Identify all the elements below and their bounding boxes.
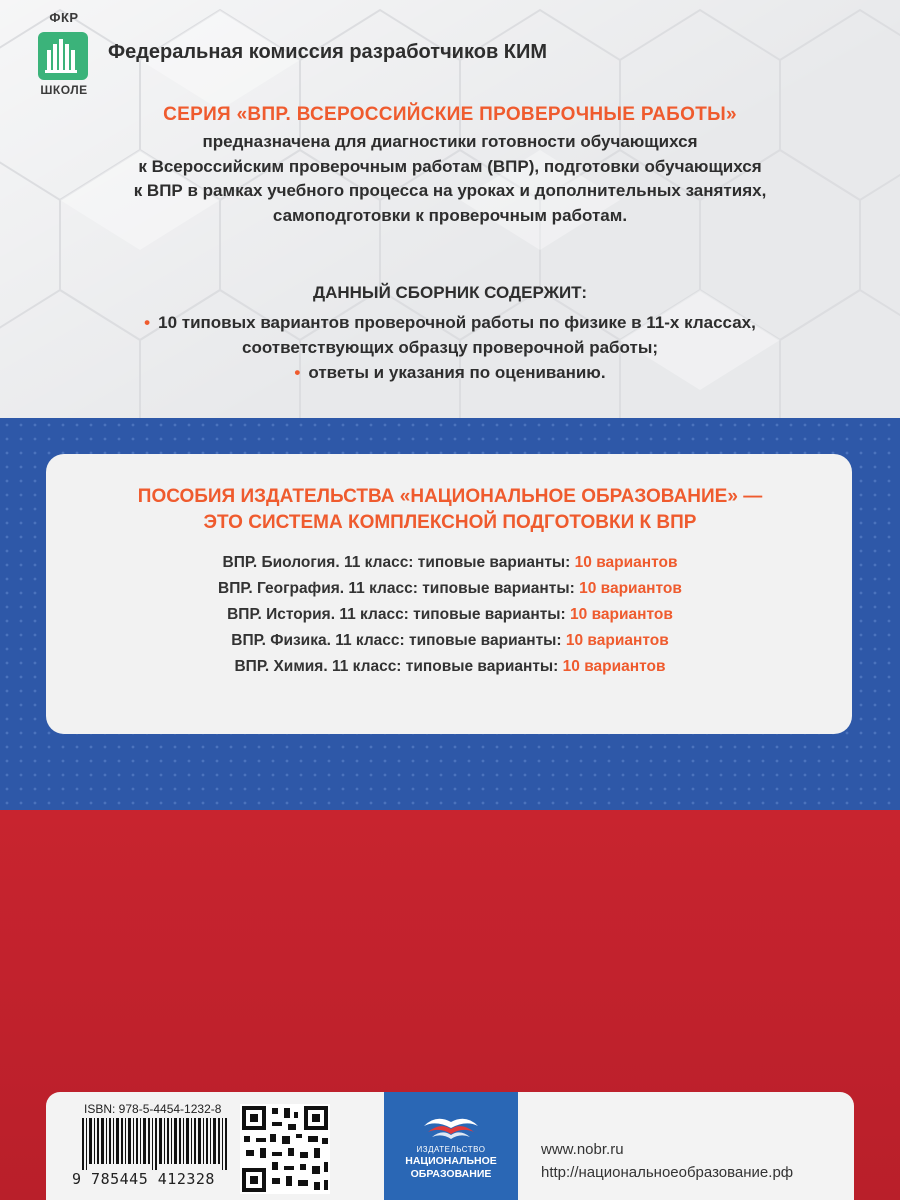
book-title: ВПР. Химия. 11 класс: типовые варианты: xyxy=(234,658,563,675)
barcode-icon xyxy=(80,1118,230,1170)
book-title: ВПР. География. 11 класс: типовые варианты: xyxy=(218,580,580,597)
book-item xyxy=(0,602,900,628)
website-link[interactable]: www.nobr.ru xyxy=(541,1141,624,1158)
contents-item xyxy=(0,310,900,335)
publisher-name xyxy=(384,1155,518,1181)
bullet-icon: • xyxy=(144,313,151,332)
series-line: самоподготовки к проверочным работам. xyxy=(272,205,628,225)
publisher-small-label: ИЗДАТЕЛЬСТВО xyxy=(416,1145,486,1154)
book-variants: 10 вариантов xyxy=(579,580,682,597)
book-title: ВПР. История. 11 класс: типовые варианты: xyxy=(227,606,571,623)
publisher-logo-icon xyxy=(384,1092,518,1152)
book-item xyxy=(0,576,900,602)
contents-item-continuation: соответствующих образцу проверочной работы; xyxy=(241,338,658,357)
contents-item-text: 10 типовых вариантов проверочной работы по физике в 11-х классах, xyxy=(158,313,756,332)
book-title: ВПР. Физика. 11 класс: типовые варианты: xyxy=(231,632,566,649)
fkr-logo-icon xyxy=(38,32,88,80)
bullet-icon: • xyxy=(294,363,301,382)
qr-code-icon xyxy=(240,1104,330,1194)
book-title: ВПР. Биология. 11 класс: типовые варианты: xyxy=(222,554,575,571)
publisher-box-title-line: ПОСОБИЯ ИЗДАТЕЛЬСТВА «НАЦИОНАЛЬНОЕ ОБРАЗОВАНИЕ» — xyxy=(137,486,763,507)
book-variants: 10 вариантов xyxy=(574,554,678,571)
books-list xyxy=(0,550,900,680)
book-item xyxy=(0,628,900,654)
contents-title: ДАННЫЙ СБОРНИК СОДЕРЖИТ: xyxy=(312,283,587,302)
book-item xyxy=(0,550,900,576)
barcode-digits: 9 785445 412328 xyxy=(72,1170,215,1188)
commission-title: Федеральная комиссия разработчиков КИМ xyxy=(108,41,548,63)
series-title: СЕРИЯ «ВПР. ВСЕРОССИЙСКИЕ ПРОВЕРОЧНЫЕ РАБОТЫ» xyxy=(163,104,737,125)
publisher-box-title-line: ЭТО СИСТЕМА КОМПЛЕКСНОЙ ПОДГОТОВКИ К ВПР xyxy=(203,512,697,533)
fkr-logo-bottom-text: ШКОЛЕ xyxy=(40,83,88,97)
series-line: к Всероссийским проверочным работам (ВПР), подготовки обучающихся xyxy=(138,156,762,176)
book-variants: 10 вариантов xyxy=(565,632,669,649)
book-item xyxy=(0,654,900,680)
book-variants: 10 вариантов xyxy=(562,658,666,675)
fkr-logo-top-text: ФКР xyxy=(49,10,79,25)
series-description xyxy=(0,130,900,228)
website-link-rf[interactable]: http://национальноеобразование.рф xyxy=(541,1164,794,1181)
publisher-box-title xyxy=(0,484,900,536)
book-variants: 10 вариантов xyxy=(570,606,673,623)
publisher-name-line: НАЦИОНАЛЬНОЕ xyxy=(405,1155,497,1167)
publisher-name-line: ОБРАЗОВАНИЕ xyxy=(410,1168,492,1180)
isbn-text: ISBN: 978-5-4454-1232-8 xyxy=(84,1102,222,1116)
contents-item xyxy=(0,360,900,385)
contents-list xyxy=(0,310,900,385)
series-line: предназначена для диагностики готовности обучающихся xyxy=(202,132,698,151)
contents-item-text: ответы и указания по оцениванию. xyxy=(308,363,606,382)
series-line: к ВПР в рамках учебного процесса на уроках и дополнительных занятиях, xyxy=(133,181,767,200)
